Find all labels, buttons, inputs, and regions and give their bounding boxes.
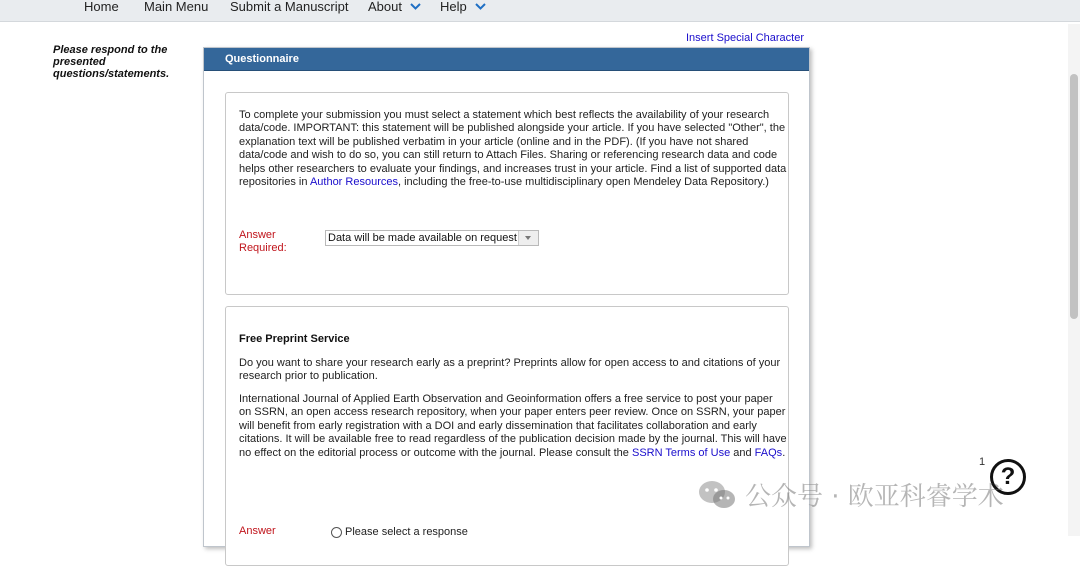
preprint-title: Free Preprint Service bbox=[239, 333, 350, 345]
data-availability-select[interactable] bbox=[325, 230, 539, 246]
nav-about-label: About bbox=[368, 0, 402, 14]
nav-main-menu[interactable]: Main Menu bbox=[144, 0, 209, 14]
help-badge: 1 bbox=[979, 456, 986, 468]
preprint-text-part: . bbox=[782, 446, 786, 459]
wechat-icon bbox=[697, 479, 737, 511]
watermark bbox=[697, 476, 1004, 513]
nav-submit-manuscript[interactable]: Submit a Manuscript bbox=[230, 0, 349, 14]
ssrn-terms-link[interactable]: SSRN Terms of Use bbox=[631, 446, 731, 459]
chevron-down-icon[interactable] bbox=[518, 231, 538, 245]
insert-special-character-link[interactable]: Insert Special Character bbox=[686, 32, 804, 44]
question-text-part: To complete your submission you must select a statement which best reflects the availability of your research data/code. IMPORTANT: this statement will be published alongside your article. If you have selected "Other", the explanation text will be published verbatim in your article (online and in the PDF). (If you have not shared data/code and wish to do so, you can still return to Attach Files. Sharing or referencing research data and code helps other researchers to evaluate your findings, and increases trust in your article. Find a list of supported data repositories in bbox=[239, 109, 787, 189]
select-value: Data will be made available on request bbox=[328, 232, 517, 244]
chevron-down-icon bbox=[474, 0, 487, 13]
preprint-description bbox=[239, 393, 787, 460]
author-resources-link[interactable]: Author Resources bbox=[309, 176, 398, 189]
nav-about[interactable] bbox=[368, 0, 422, 14]
chevron-down-icon bbox=[409, 0, 422, 13]
question-text-part: , including the free-to-use multidisciplinary open Mendeley Data Repository.) bbox=[397, 176, 769, 189]
radio-label: Please select a response bbox=[345, 526, 468, 538]
questionnaire-panel bbox=[203, 47, 810, 547]
question-mark-icon[interactable]: ? bbox=[990, 459, 1026, 495]
preprint-radio-option[interactable] bbox=[331, 526, 468, 538]
preprint-text-part: and bbox=[730, 446, 755, 459]
nav-help-label: Help bbox=[440, 0, 467, 14]
scrollbar-thumb[interactable] bbox=[1070, 74, 1078, 319]
instruction-note: Please respond to the presented questions/statements. bbox=[53, 44, 170, 80]
top-nav-bar bbox=[0, 0, 1080, 22]
panel-title: Questionnaire bbox=[204, 48, 809, 71]
question-text bbox=[239, 109, 787, 189]
preprint-intro: Do you want to share your research early as a preprint? Preprints allow for open access to and citations of your research prior to publication. bbox=[239, 357, 781, 383]
nav-home[interactable]: Home bbox=[84, 0, 119, 14]
answer-label: Answer bbox=[239, 525, 276, 537]
data-availability-question bbox=[225, 92, 789, 295]
preprint-text-part: International Journal of Applied Earth Observation and Geoinformation offers a free service to post your paper on SSRN, an open access research repository, when your paper enters peer review. Once on SSRN, your paper will benefit from early registration with a DOI and early dissemination that facilitates collaboration and early citations. It will be available free to read regardless of the publication decision made by the journal. This will have no effect on the editorial process or outcome with the journal. Please consult the bbox=[239, 393, 787, 459]
watermark-text: 公众号 · 欧亚科睿学术 bbox=[745, 482, 1004, 512]
preprint-question bbox=[225, 306, 789, 566]
nav-help[interactable] bbox=[440, 0, 487, 14]
page-scrollbar[interactable] bbox=[1068, 24, 1080, 536]
faqs-link[interactable]: FAQs bbox=[754, 446, 783, 459]
answer-required-label: Answer Required: bbox=[239, 229, 287, 254]
